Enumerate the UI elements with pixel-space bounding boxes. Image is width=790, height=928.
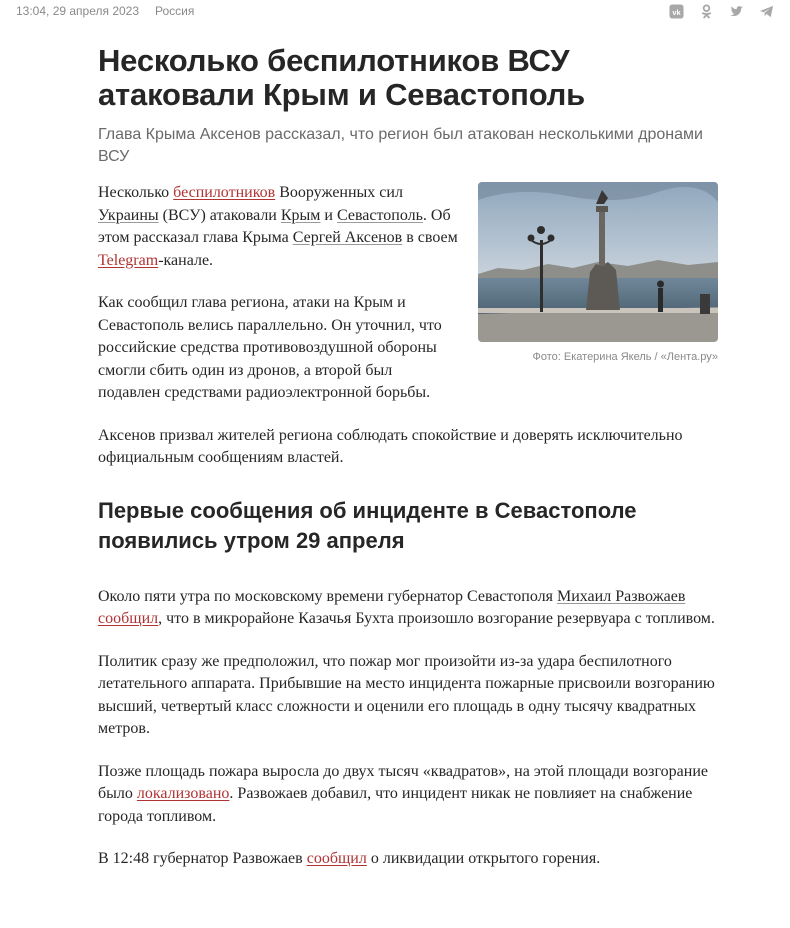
telegram-icon[interactable] (759, 4, 774, 19)
paragraph-3: Аксенов призвал жителей региона соблюдать спокойствие и доверять исключительно официальным сообщениям властей. (98, 426, 683, 466)
paragraph-2: Как сообщил глава региона, атаки на Крым и Севастополь велись параллельно. Он уточнил, что российские средства противовоздушной обороны смогли сбить один из дронов, а второй был подавлен средствами радиоэлектронной борьбы. (98, 294, 442, 401)
rubric-link[interactable]: Россия (155, 4, 195, 18)
link-localized[interactable]: локализовано (136, 785, 230, 802)
link-reported[interactable]: сообщил (98, 610, 159, 627)
link-drones[interactable]: беспилотников (173, 184, 276, 201)
link-ukraine[interactable]: Украины (98, 206, 159, 224)
article-lead: Глава Крыма Аксенов рассказал, что регион был атакован несколькими дронами ВСУ (98, 126, 703, 165)
top-bar (0, 0, 790, 24)
paragraph-7: В 12:48 губернатор Развожаев сообщил о ликвидации открытого горения. (98, 850, 601, 867)
svg-text:vk: vk (672, 7, 681, 17)
article-subtitle: Первые сообщения об инциденте в Севастополе появились утром 29 апреля (98, 497, 637, 553)
paragraph-5: Политик сразу же предположил, что пожар мог произойти из-за удара беспилотного летательного аппарата. Прибывшие на место инцидента пожарные присвоили возгоранию высший, четвертый класс сложности и оценили его площадь в одну тысячу квадратных метров. (98, 652, 715, 737)
link-crimea[interactable]: Крым (280, 206, 321, 224)
link-sevastopol[interactable]: Севастополь (336, 206, 423, 224)
paragraph-1: Несколько беспилотников Вооруженных сил Украины (ВСУ) атаковали Крым и Севастополь. Об этом рассказал глава Крыма Сергей Аксенов в своем Telegram-канале. (98, 184, 458, 269)
vk-icon[interactable] (669, 4, 684, 19)
link-reported-2[interactable]: сообщил (306, 850, 367, 867)
article-meta (16, 4, 194, 18)
odnoklassniki-icon[interactable] (699, 4, 714, 19)
photo-credit: Фото: Екатерина Якель / «Лента.ру» (532, 351, 718, 363)
article-title: Несколько беспилотников ВСУ атаковали Крым и Севастополь (98, 43, 586, 112)
article (98, 44, 718, 891)
paragraph-4: Около пяти утра по московскому времени губернатор Севастополя Михаил Развожаев сообщил, что в микрорайоне Казачья Бухта произошло возгорание резервуара с топливом. (98, 587, 715, 627)
article-body (98, 182, 718, 871)
link-telegram[interactable]: Telegram (98, 251, 159, 269)
photo-image[interactable] (478, 182, 718, 342)
publish-datetime: 13:04, 29 апреля 2023 (16, 4, 140, 18)
link-razvozhaev[interactable]: Михаил Развожаев (556, 587, 686, 605)
link-aksenov[interactable]: Сергей Аксенов (292, 229, 403, 246)
article-photo (478, 182, 718, 363)
twitter-icon[interactable] (729, 4, 744, 19)
paragraph-6: Позже площадь пожара выросла до двух тысяч «квадратов», на этой площади возгорание было локализовано. Развожаев добавил, что инцидент никак не повлияет на снабжение города топливом. (98, 762, 708, 825)
share-buttons (669, 4, 774, 19)
